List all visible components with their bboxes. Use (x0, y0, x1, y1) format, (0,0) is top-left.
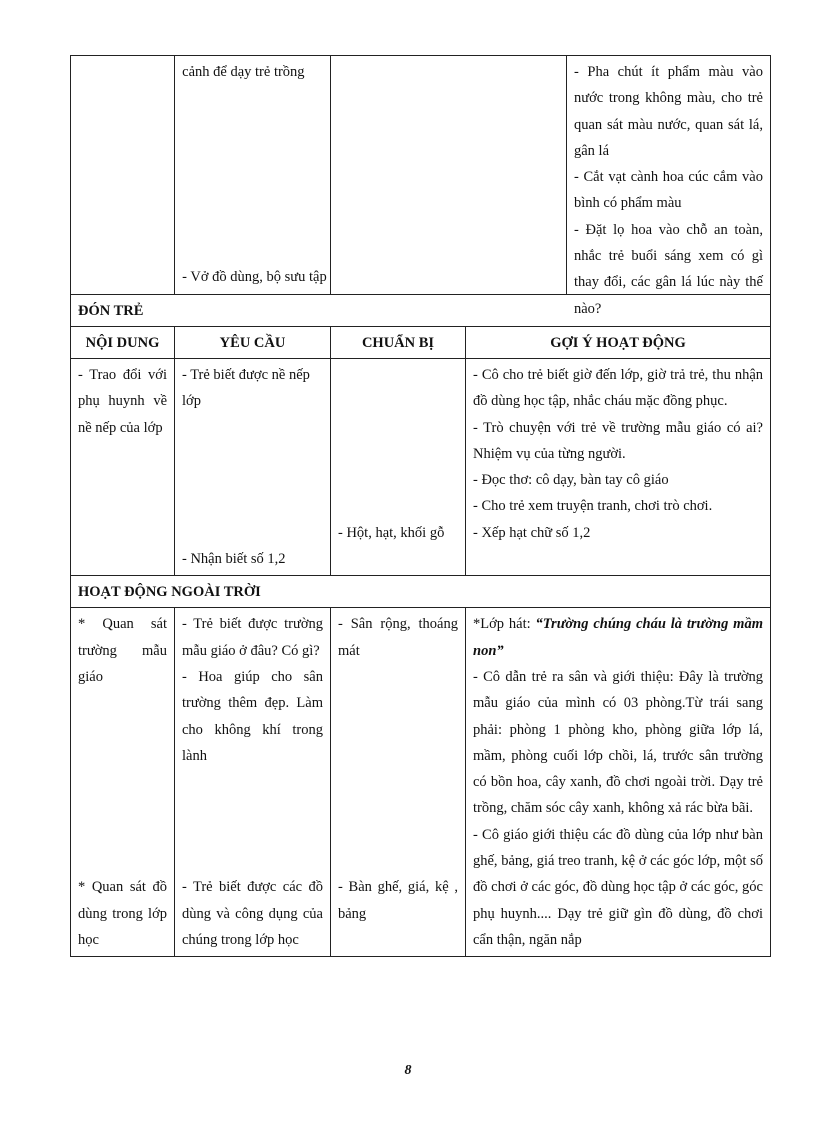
don-tre-chuan-bi-cell (331, 359, 466, 576)
column-header-row (71, 327, 771, 359)
don-tre-goi-y-5: - Xếp hạt chữ số 1,2 (473, 524, 591, 541)
header-yeu-cau: YÊU CẦU (175, 327, 331, 359)
continuation-activity-1: - Pha chút ít phẩm màu vào nước trong không màu, cho trẻ quan sát màu nước, quan sát lá, gân lá (574, 64, 763, 159)
section-ngoai-troi-title: HOẠT ĐỘNG NGOÀI TRỜI (71, 576, 771, 608)
ngoai-troi-song-line (473, 611, 763, 664)
continuation-col2-top: cảnh để dạy trẻ trồng (182, 64, 305, 80)
don-tre-row (71, 359, 771, 576)
lesson-plan-page (70, 55, 770, 957)
continuation-right-cell (331, 56, 771, 317)
section-don-tre-title: ĐÓN TRẺ (71, 295, 771, 327)
ngoai-troi-row (71, 608, 771, 957)
continuation-row (71, 56, 771, 295)
ngoai-troi-chuan-bi-cell (331, 608, 466, 957)
ngoai-troi-yeu-cau-cell (175, 608, 331, 957)
don-tre-chuan-bi: - Hột, hạt, khối gỗ (338, 524, 445, 541)
don-tre-goi-y-cell (466, 359, 771, 576)
don-tre-yeu-cau-cell (175, 359, 331, 576)
don-tre-noi-dung: - Trao đổi với phụ huynh về nề nếp của lớp (71, 359, 175, 576)
don-tre-yeu-cau-1: - Trẻ biết được nề nếp lớp (182, 367, 310, 410)
ngoai-troi-chuan-bi-1: - Sân rộng, thoáng mát (338, 616, 458, 659)
ngoai-troi-chuan-bi-2: - Bàn ghế, giá, kệ , bảng (338, 879, 458, 922)
song-title: “Trường chúng cháu là trường mầm non” (473, 616, 763, 659)
ngoai-troi-goi-y-1: - Cô dẫn trẻ ra sân và giới thiệu: Đây là trường mẫu giáo của mình có 03 phòng.Từ trái sang phải: phòng 1 phòng kho, phòng giữa lớp lá, mầm, phòng cuối lớp chồi, lá, trước sân trường có bồn hoa, cây xanh, đồ chơi ngoài trời. Dạy trẻ trồng, chăm sóc cây xanh, không xả rác bừa bãi. (473, 668, 763, 817)
ngoai-troi-yeu-cau-1: - Trẻ biết được trường mẫu giáo ở đâu? Có gì? (182, 616, 323, 659)
ngoai-troi-goi-y-cell (466, 608, 771, 957)
ngoai-troi-goi-y-2: - Cô giáo giới thiệu các đồ dùng của lớp như bàn ghế, bảng, giá treo tranh, kệ ở các góc lớp, một số đồ chơi ở các góc, đồ dùng học tập ở các góc, góc phụ huynh.... Dạy trẻ giữ gìn đồ dùng, đồ chơi cẩn thận, ngăn nắp (473, 826, 763, 948)
header-chuan-bi: CHUẨN BỊ (331, 327, 466, 359)
continuation-col2-bottom: - Vở đồ dùng, bộ sưu tập (182, 268, 327, 285)
section-ngoai-troi-row (71, 576, 771, 608)
don-tre-goi-y-3: - Đọc thơ: cô dạy, bàn tay cô giáo (473, 472, 669, 489)
song-prefix: *Lớp hát: (473, 616, 536, 633)
header-goi-y: GỢI Ý HOẠT ĐỘNG (466, 327, 771, 359)
continuation-activity-3: - Đặt lọ hoa vào chỗ an toàn, nhắc trẻ buổi sáng xem có gì thay đổi, các gân lá lúc này thế nào? (574, 221, 763, 317)
ngoai-troi-yeu-cau-3: - Trẻ biết được các đồ dùng và công dụng của chúng trong lớp học (182, 879, 323, 948)
activity-table (70, 55, 771, 957)
ngoai-troi-yeu-cau-2: - Hoa giúp cho sân trường thêm đẹp. Làm cho không khí trong lành (182, 668, 323, 764)
ngoai-troi-noi-dung-1: * Quan sát trường mẫu giáo (78, 616, 167, 685)
continuation-activity-2: - Cắt vạt cành hoa cúc cắm vào bình có phẩm màu (574, 169, 763, 212)
ngoai-troi-noi-dung-cell (71, 608, 175, 957)
header-noi-dung: NỘI DUNG (71, 327, 175, 359)
don-tre-goi-y-1: - Cô cho trẻ biết giờ đến lớp, giờ trả trẻ, thu nhận đồ dùng học tập, nhắc cháu mặc đồng phục. (473, 367, 763, 410)
don-tre-goi-y-4: - Cho trẻ xem truyện tranh, chơi trò chơi. (473, 498, 713, 515)
ngoai-troi-noi-dung-2: * Quan sát đồ dùng trong lớp học (78, 879, 167, 948)
page-number: 8 (404, 1063, 412, 1078)
don-tre-yeu-cau-2: - Nhận biết số 1,2 (182, 551, 286, 568)
don-tre-goi-y-2: - Trò chuyện với trẻ về trường mẫu giáo có ai? Nhiệm vụ của từng người. (473, 419, 763, 462)
continuation-left-cell (71, 56, 331, 295)
